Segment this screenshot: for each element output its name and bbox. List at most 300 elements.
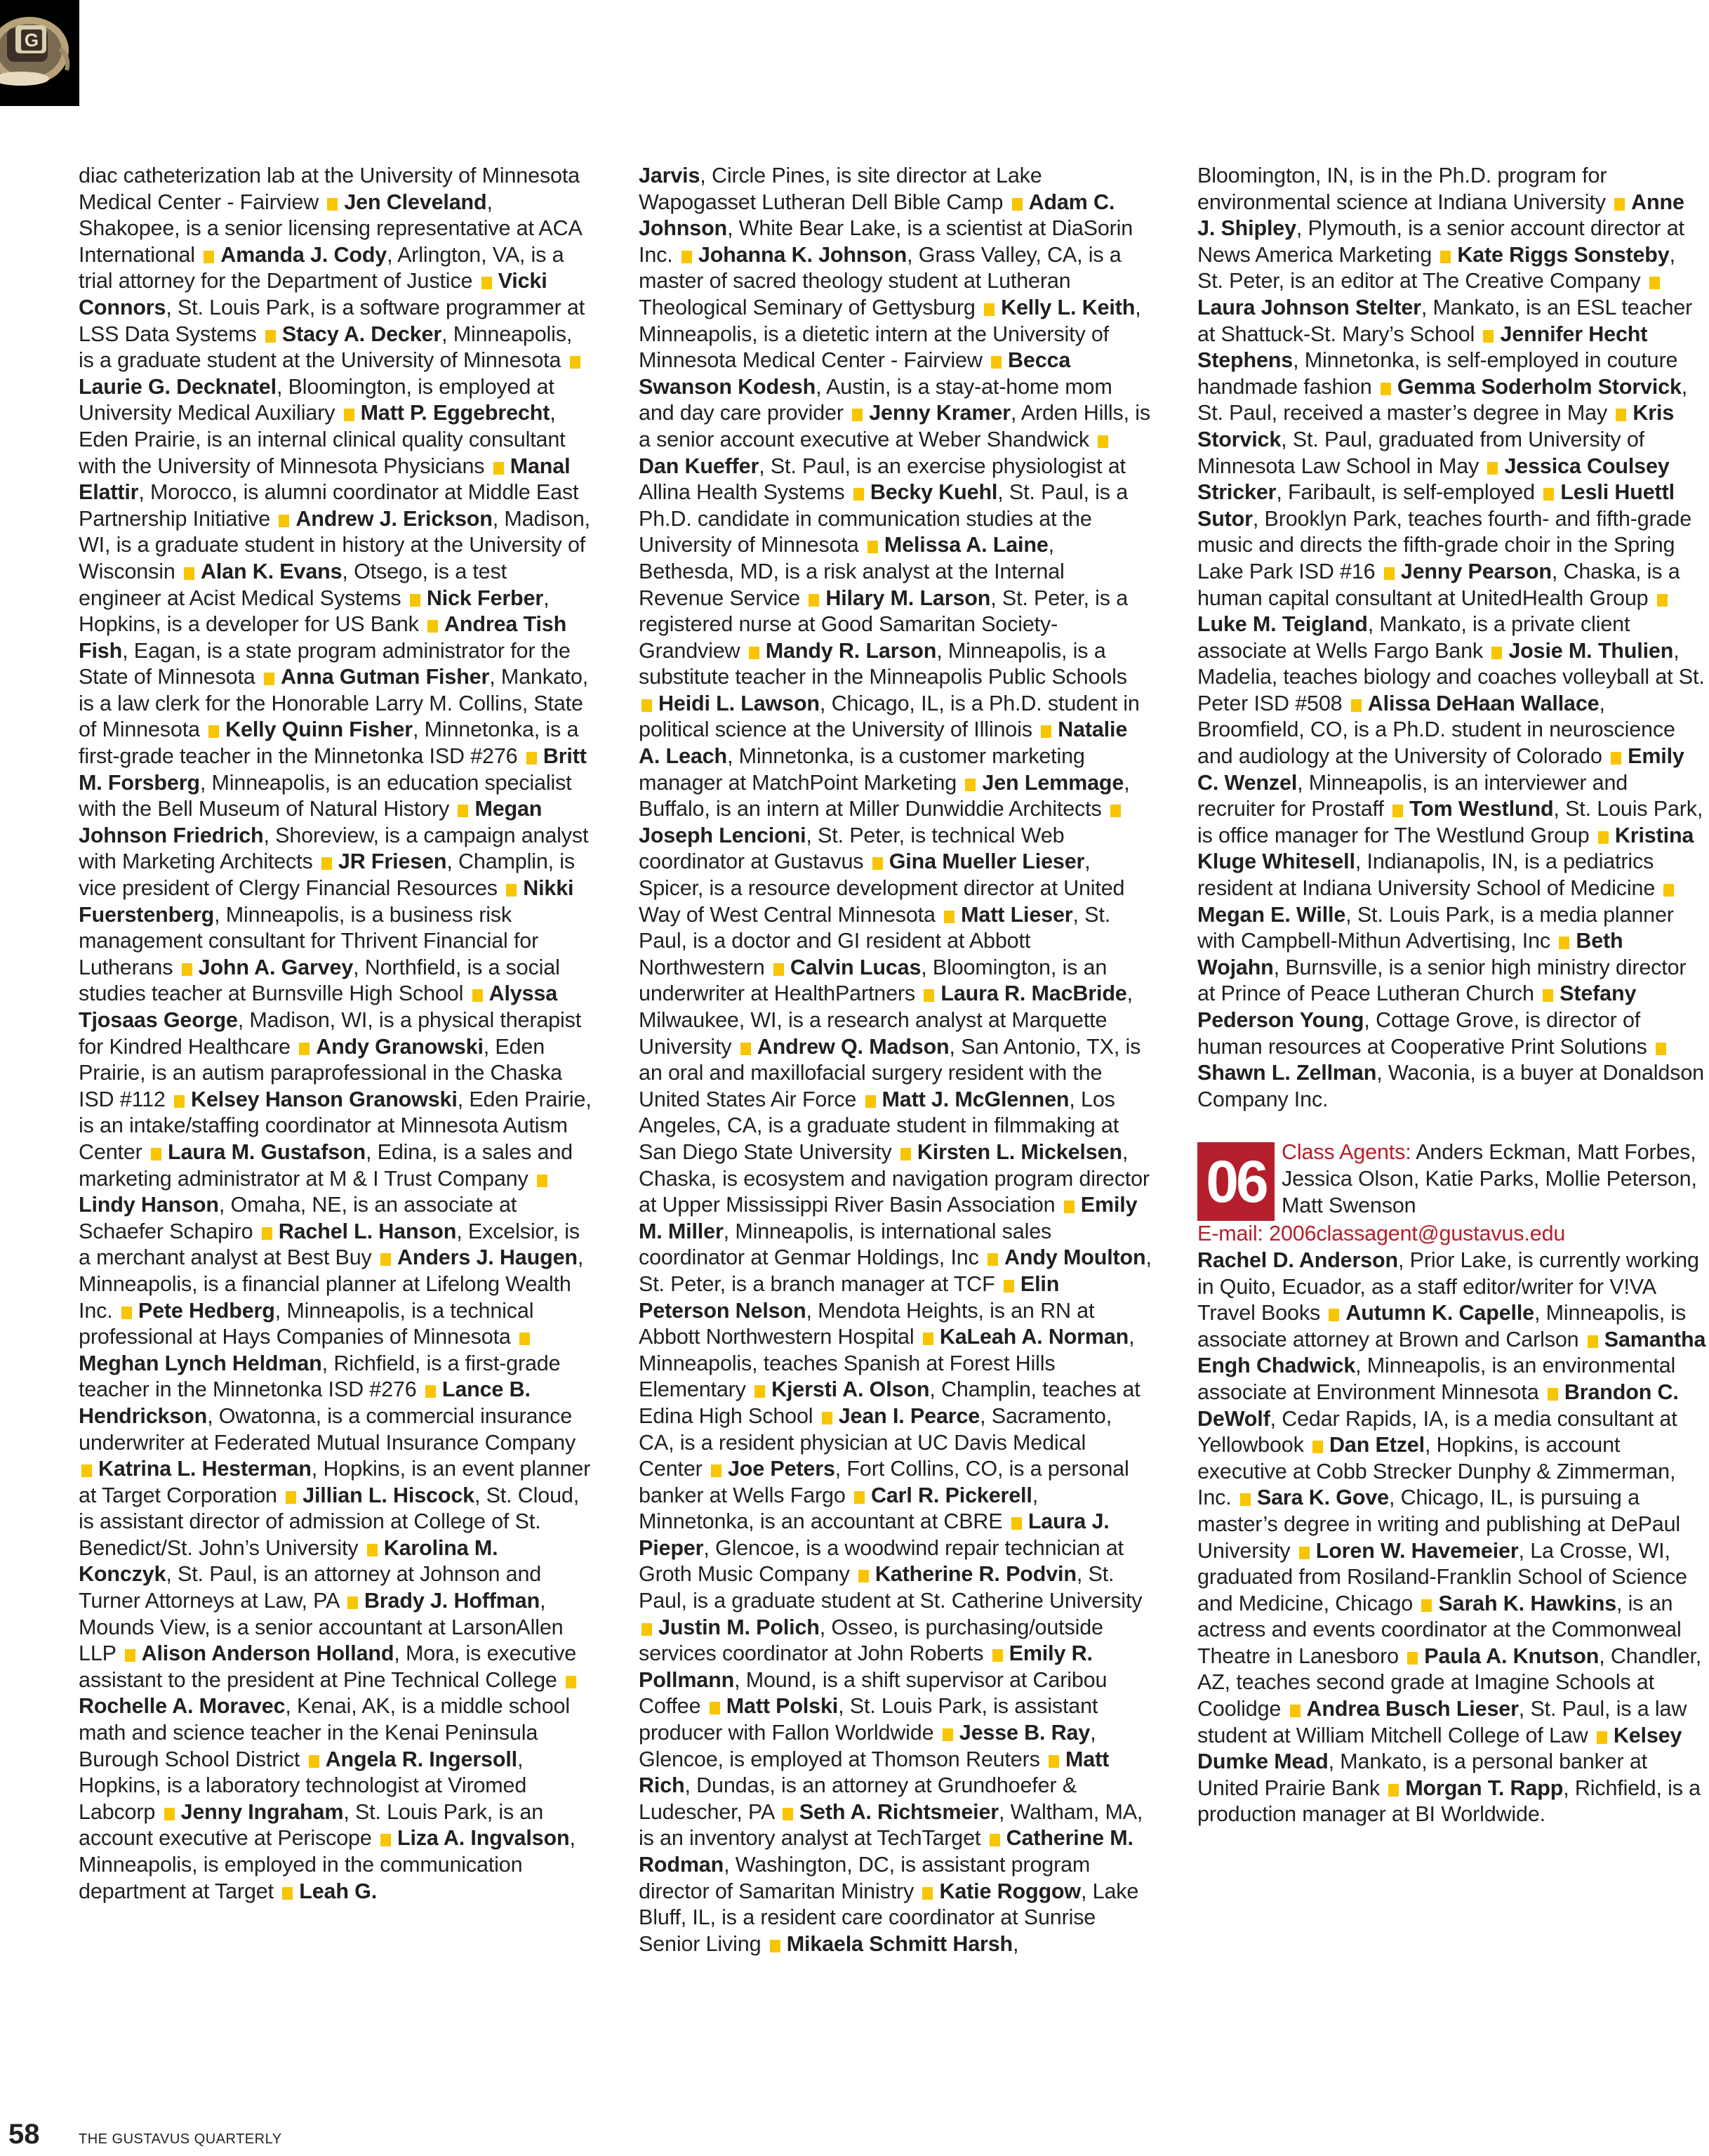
bullet-square-icon xyxy=(537,1175,547,1187)
alumni-name: Kelly Quinn Fisher xyxy=(225,717,413,742)
alumni-details: , Minneapolis, is an education specialist with the Bell Museum of Natural History xyxy=(79,770,572,821)
bullet-square-icon xyxy=(1388,1784,1399,1797)
bullet-square-icon xyxy=(264,673,274,685)
bullet-square-icon xyxy=(204,251,214,263)
alumni-name: Kelly L. Keith xyxy=(1001,295,1136,319)
alumni-name: Becky Kuehl xyxy=(870,480,998,505)
alumni-name: Gemma Soderholm Storvick xyxy=(1397,374,1682,399)
alumni-details: , Madelia, teaches biology and coaches volleyball at St. Peter ISD #508 xyxy=(1197,638,1705,715)
bullet-square-icon xyxy=(754,1385,765,1398)
column-3 xyxy=(1197,163,1707,1828)
alumni-details: , Minneapolis, is international sales coordinator at Genmar Holdings, Inc xyxy=(639,1219,1052,1270)
alumni-name: Rochelle A. Moravec xyxy=(79,1694,286,1719)
alumni-name: Alyssa Tjosaas George xyxy=(79,981,558,1032)
alumni-name: Kelsey Dumke Mead xyxy=(1197,1723,1682,1774)
alumni-details: , St. Paul, is a law student at William Mitchell College of Law xyxy=(1197,1697,1687,1747)
alumni-details: , Arden Hills, is a senior account executive at Weber Shandwick xyxy=(639,401,1150,451)
bullet-square-icon xyxy=(1421,1599,1432,1612)
alumni-details: , Bloomington, is employed at University Medical Auxiliary xyxy=(79,374,554,425)
class-ring-logo xyxy=(0,0,79,106)
bullet-square-icon xyxy=(570,356,580,369)
alumni-name: Angela R. Ingersoll xyxy=(325,1747,517,1771)
alumni-details: , Mankato, is an ESL teacher at Shattuck-St. Mary’s School xyxy=(1197,295,1693,346)
alumni-name: Nick Ferber xyxy=(426,586,544,610)
bullet-square-icon xyxy=(1614,198,1625,211)
alumni-details: , Minnetonka, is an accountant at CBRE xyxy=(639,1483,1039,1534)
bullet-square-icon xyxy=(121,1307,132,1319)
bullet-square-icon xyxy=(519,1332,530,1345)
alumni-details: , Minneapolis, is associate attorney at Brown and Carlson xyxy=(1197,1301,1687,1351)
bullet-square-icon xyxy=(1598,831,1609,844)
alumni-details: , xyxy=(1013,1931,1019,1956)
alumni-name: Amanda J. Cody xyxy=(220,242,387,267)
alumni-details: , Hopkins, is account executive at Cobb Strecker Dunphy & Zimmerman, Inc. xyxy=(1197,1433,1676,1510)
alumni-name: Stefany Pederson Young xyxy=(1197,981,1637,1032)
alumni-name: Jen Cleveland xyxy=(344,190,487,214)
alumni-name: Andrew Q. Madson xyxy=(757,1034,950,1059)
alumni-details: , Eagan, is a state program administrator for the State of Minnesota xyxy=(79,638,571,689)
alumni-name: Meghan Lynch Heldman xyxy=(79,1351,322,1375)
alumni-name: Elin Peterson Nelson xyxy=(639,1271,1060,1323)
bullet-square-icon xyxy=(965,779,976,791)
bullet-square-icon xyxy=(773,963,784,976)
alumni-details: , Madison, WI, is a graduate student in history at the University of Wisconsin xyxy=(79,506,590,583)
alumni-name: John A. Garvey xyxy=(198,955,354,979)
alumni-details: , Cedar Rapids, IA, is a media consultant at Yellowbook xyxy=(1197,1406,1677,1457)
alumni-details: , Bloomington, is an underwriter at HealthPartners xyxy=(639,955,1108,1006)
alumni-name: Jessica Coulsey Stricker xyxy=(1197,454,1670,505)
list-entry xyxy=(639,164,1042,214)
alumni-name: Jenny Pearson xyxy=(1400,559,1552,583)
bullet-square-icon xyxy=(151,1148,161,1160)
alumni-name: Natalie A. Leach xyxy=(639,717,1128,769)
alumni-details: , Prior Lake, is currently working in Quito, Ecuador, as a staff editor/writer for V!VA Travel Books xyxy=(1197,1248,1699,1325)
alumni-details: , Buffalo, is an intern at Miller Dunwiddie Architects xyxy=(639,770,1130,821)
alumni-details: , Chaska, is a human capital consultant at UnitedHealth Group xyxy=(1197,559,1680,610)
bullet-square-icon xyxy=(299,1043,310,1055)
alumni-details: , Chicago, IL, is pursuing a master’s degree in writing and publishing at DePaul University xyxy=(1197,1486,1681,1563)
bullet-square-icon xyxy=(164,1808,175,1820)
alumni-details: , San Antonio, TX, is an oral and maxillofacial surgery resident with the United States Air Force xyxy=(639,1034,1141,1111)
bullet-square-icon xyxy=(1011,1517,1022,1530)
bullet-square-icon xyxy=(1548,1388,1558,1401)
bullet-square-icon xyxy=(1657,594,1668,607)
alumni-details: , Osseo, is purchasing/outside services coordinator at John Roberts xyxy=(639,1615,1103,1666)
alumni-name: Emily M. Miller xyxy=(639,1193,1138,1243)
alumni-name: Kjersti A. Olson xyxy=(771,1377,930,1402)
bullet-square-icon xyxy=(711,1464,721,1477)
alumni-details: , Minneapolis, is a financial planner at Lifelong Wealth Inc. xyxy=(79,1245,584,1323)
alumni-name: Laura J. Pieper xyxy=(639,1509,1110,1560)
bullet-square-icon xyxy=(1597,1731,1607,1744)
bullet-square-icon xyxy=(710,1702,720,1714)
alumni-name: Katrina L. Hesterman xyxy=(98,1457,312,1481)
bullet-square-icon xyxy=(1351,699,1362,712)
bullet-square-icon xyxy=(867,541,878,553)
alumni-details: , St. Paul, received a master’s degree in May xyxy=(1197,374,1688,425)
alumni-details: , St. Louis Park, is a media planner with Campbell-Mithun Advertising, Inc xyxy=(1197,902,1674,953)
alumni-details: , Madison, WI, is a physical therapist for Kindred Healthcare xyxy=(79,1008,582,1059)
bullet-square-icon xyxy=(472,989,483,1002)
bullet-square-icon xyxy=(1407,1652,1418,1665)
ring-icon xyxy=(0,0,79,106)
alumni-name: Leah G. xyxy=(299,1879,378,1903)
bullet-square-icon xyxy=(1543,488,1554,501)
alumni-details: , Morocco, is alumni coordinator at Middle East Partnership Initiative xyxy=(79,480,579,531)
alumni-details: , Mankato, is a personal banker at United Prairie Bank xyxy=(1197,1750,1647,1800)
alumni-details: , Dundas, is an attorney at Grundhoefer & Ludescher, PA xyxy=(639,1773,1077,1824)
bullet-square-icon xyxy=(265,330,276,343)
bullet-square-icon xyxy=(1611,752,1621,765)
alumni-name: Andrea Tish Fish xyxy=(79,612,567,663)
bullet-square-icon xyxy=(852,409,863,421)
bullet-square-icon xyxy=(783,1808,793,1820)
alumni-name: Alissa DeHaan Wallace xyxy=(1367,691,1600,715)
alumni-details: , Indianapolis, IN, is a pediatrics resident at Indiana University School of Medicine xyxy=(1197,849,1656,901)
alumni-name: Becca Swanson Kodesh xyxy=(639,348,1071,399)
alumni-name: Anna Gutman Fisher xyxy=(280,665,490,689)
alumni-name: Adam C. Johnson xyxy=(639,190,1115,241)
alumni-name: Joe Peters xyxy=(727,1457,835,1481)
alumni-details: , Chandler, AZ, teaches second grade at Imagine Schools at Coolidge xyxy=(1197,1644,1702,1721)
bullet-square-icon xyxy=(425,1385,436,1398)
bullet-square-icon xyxy=(367,1544,378,1556)
bullet-square-icon xyxy=(1384,567,1395,580)
alumni-name: Jenny Kramer xyxy=(869,401,1011,425)
bullet-square-icon xyxy=(641,699,652,712)
bullet-square-icon xyxy=(809,594,819,607)
bullet-square-icon xyxy=(321,857,332,870)
alumni-details: , Glencoe, is a woodwind repair technician at Groth Music Company xyxy=(639,1535,1124,1587)
alumni-name: Calvin Lucas xyxy=(790,955,922,979)
alumni-details: , Minneapolis, is employed in the communication department at Target xyxy=(79,1826,576,1903)
bullet-square-icon xyxy=(1559,937,1569,949)
alumni-details: , Champlin, teaches at Edina High School xyxy=(639,1377,1141,1428)
alumni-details: , Owatonna, is a commercial insurance underwriter at Federated Mutual Insurance Company xyxy=(79,1403,576,1455)
alumni-details: , Excelsior, is a merchant analyst at Best Buy xyxy=(79,1219,580,1270)
class-email xyxy=(1197,1221,1707,1248)
alumni-details: , Minneapolis, is a business risk management consultant for Thrivent Financial for Lutherans xyxy=(79,902,539,979)
alumni-name: Carl R. Pickerell xyxy=(870,1483,1032,1507)
bullet-square-icon xyxy=(1616,409,1626,421)
alumni-name: Andy Moulton xyxy=(1004,1245,1146,1270)
column-2 xyxy=(639,163,1152,1957)
alumni-name: Anders J. Haugen xyxy=(397,1245,578,1270)
alumni-details: , St. Peter, is an editor at The Creative Company xyxy=(1197,242,1675,293)
alumni-name: Kirsten L. Mickelsen xyxy=(917,1139,1122,1164)
alumni-details: , Faribault, is self-employed xyxy=(1276,480,1535,505)
alumni-details: , Austin, is a stay-at-home mom and day care provider xyxy=(639,374,1112,425)
alumni-name: Joseph Lencioni xyxy=(639,823,806,847)
alumni-details: , Mankato, is a law clerk for the Honorable Larry M. Collins, State of Minnesota xyxy=(79,665,589,742)
list-entry xyxy=(299,1879,377,1903)
alumni-details: , Edina, is a sales and marketing administrator at M & I Trust Company xyxy=(79,1139,573,1191)
alumni-details: , Burnsville, is a senior high ministry director at Prince of Peace Lutheran Church xyxy=(1197,955,1687,1006)
alumni-name: Justin M. Polich xyxy=(658,1615,820,1639)
alumni-name: Sara K. Gove xyxy=(1256,1486,1389,1510)
bullet-square-icon xyxy=(1649,277,1660,289)
bullet-square-icon xyxy=(1440,251,1451,263)
alumni-name: Kate Riggs Sonsteby xyxy=(1457,242,1670,267)
alumni-details: , Hopkins, is a laboratory technologist at Viromed Labcorp xyxy=(79,1747,527,1824)
list-entry xyxy=(79,1299,533,1349)
alumni-details: , Champlin, is vice president of Clergy Financial Resources xyxy=(79,849,576,901)
bullet-square-icon xyxy=(854,1491,865,1504)
class-2005-continued xyxy=(1197,163,1707,1113)
alumni-details: , Circle Pines, is site director at Lake Wapogasset Lutheran Dell Bible Camp xyxy=(639,164,1042,214)
alumni-details: , Shakopee, is a senior licensing representative at ACA International xyxy=(79,190,582,267)
bullet-square-icon xyxy=(944,911,955,923)
alumni-details: , Eden Prairie, is an internal clinical quality consultant with the University of Minnesota Physicians xyxy=(79,401,566,478)
alumni-name: Nikki Fuerstenberg xyxy=(79,876,574,927)
bullet-square-icon xyxy=(922,1887,933,1900)
alumni-name: Matt J. McGlennen xyxy=(882,1087,1070,1111)
bullet-square-icon xyxy=(1392,805,1403,817)
bullet-square-icon xyxy=(481,277,492,289)
bullet-square-icon xyxy=(923,1332,933,1345)
alumni-name: Paula A. Knutson xyxy=(1424,1644,1600,1668)
alumni-details: , Broomfield, CO, is a Ph.D. student in neuroscience and audiology at the University of Colorado xyxy=(1197,691,1675,769)
alumni-details: , Otsego, is a test engineer at Acist Medical Systems xyxy=(79,559,507,610)
alumni-name: Laura Johnson Stelter xyxy=(1197,295,1421,319)
alumni-details: , Los Angeles, CA, is a graduate student in filmmaking at San Diego State University xyxy=(639,1087,1119,1164)
alumni-name: Jesse B. Ray xyxy=(959,1721,1091,1745)
bullet-square-icon xyxy=(1012,198,1023,211)
bullet-square-icon xyxy=(1240,1493,1251,1506)
alumni-name: Beth Wojahn xyxy=(1197,929,1623,979)
bullet-square-icon xyxy=(1004,1280,1014,1292)
bullet-square-icon xyxy=(641,1623,652,1636)
bullet-square-icon xyxy=(991,356,1002,369)
alumni-details: , Sacramento, CA, is a resident physician at UC Davis Medical Center xyxy=(639,1403,1112,1481)
alumni-details: , Mankato, is a private client associate at Wells Fargo Bank xyxy=(1197,612,1630,663)
bullet-square-icon xyxy=(327,198,338,211)
bullet-square-icon xyxy=(770,1940,780,1952)
alumni-name: Jillian L. Hiscock xyxy=(302,1483,474,1507)
bullet-square-icon xyxy=(984,303,995,316)
bullet-square-icon xyxy=(1483,330,1494,343)
alumni-details: , Minnetonka, is a customer marketing manager at MatchPoint Marketing xyxy=(639,744,1085,795)
alumni-name: Loren W. Havemeier xyxy=(1315,1538,1519,1563)
alumni-name: Jean I. Pearce xyxy=(838,1403,980,1428)
alumni-details: , Bethesda, MD, is a risk analyst at the Internal Revenue Service xyxy=(639,533,1065,610)
bullet-square-icon xyxy=(380,1253,391,1266)
alumni-name: Josie M. Thulien xyxy=(1508,638,1674,663)
alumni-name: Dan Etzel xyxy=(1329,1433,1425,1457)
bullet-square-icon xyxy=(182,963,192,976)
alumni-details: , St. Cloud, is assistant director of admission at College of St. Benedict/St. John’s University xyxy=(79,1483,580,1560)
class-year-badge: 06 xyxy=(1197,1142,1275,1221)
bullet-square-icon xyxy=(1110,805,1121,817)
alumni-name: Karolina M. Konczyk xyxy=(79,1535,498,1587)
alumni-name: Jennifer Hecht Stephens xyxy=(1197,322,1648,373)
bullet-square-icon xyxy=(858,1570,869,1582)
alumni-details: , Omaha, NE, is an associate at Schaefer Schapiro xyxy=(79,1193,517,1243)
publication-title: THE GUSTAVUS QUARTERLY xyxy=(79,2131,282,2147)
list-entry xyxy=(1197,1061,1704,1111)
alumni-name: Vicki Connors xyxy=(79,269,547,319)
alumni-name: Autumn K. Capelle xyxy=(1345,1301,1534,1325)
alumni-details: , Minneapolis, is a technical professional at Hays Companies of Minnesota xyxy=(79,1298,534,1349)
alumni-details: , St. Paul, graduated from University of Minnesota Law School in May xyxy=(1197,427,1644,478)
alumni-details: , Kenai, AK, is a middle school math and science teacher in the Kenai Peninsula Burough School District xyxy=(79,1694,570,1771)
bullet-square-icon xyxy=(526,752,537,765)
alumni-name: Luke M. Teigland xyxy=(1197,612,1368,637)
alumni-name: Brady J. Hoffman xyxy=(364,1589,540,1613)
bullet-square-icon xyxy=(347,1596,358,1609)
alumni-details: , Hopkins, is a developer for US Bank xyxy=(79,586,550,637)
alumni-name: Kris Storvick xyxy=(1197,401,1675,451)
alumni-name: Andy Granowski xyxy=(316,1034,484,1059)
alumni-details: , Waconia, is a buyer at Donaldson Company Inc. xyxy=(1197,1061,1704,1111)
bullet-square-icon xyxy=(1491,647,1502,659)
alumni-name: Emily R. Pollmann xyxy=(639,1641,1093,1692)
alumni-details: , Mendota Heights, is an RN at Abbott Northwestern Hospital xyxy=(639,1298,1095,1349)
bullet-square-icon xyxy=(309,1755,319,1768)
alumni-details: , Minnetonka, is self-employed in couture handmade fashion xyxy=(1197,348,1678,399)
alumni-details: , Minneapolis, is an environmental associate at Environment Minnesota xyxy=(1197,1354,1676,1404)
bullet-square-icon xyxy=(344,409,354,421)
class-2006-entries xyxy=(1197,1248,1707,1828)
bullet-square-icon xyxy=(81,1464,92,1477)
alumni-details: , Minneapolis, is a graduate student at the University of Minnesota xyxy=(79,322,573,373)
alumni-name: Lance B. Hendrickson xyxy=(79,1377,531,1428)
alumni-details: , La Crosse, WI, graduated from Rosiland-Franklin School of Science and Medicine, Chicago xyxy=(1197,1538,1687,1615)
alumni-details: , Washington, DC, is assistant program director of Samaritan Ministry xyxy=(639,1853,1091,1903)
alumni-details: , Hopkins, is an event planner at Target Corporation xyxy=(79,1457,591,1507)
continued-text: Bloomington, IN, is in the Ph.D. program for environmental science at Indiana University xyxy=(1197,164,1607,214)
alumni-name: Jarvis xyxy=(639,164,700,187)
class-agents-names: Anders Eckman, Matt Forbes, Jessica Olson, Katie Parks, Mollie Peterson, Matt Swenson xyxy=(1282,1140,1697,1217)
bullet-square-icon xyxy=(279,515,289,527)
alumni-name: Dan Kueffer xyxy=(639,454,759,478)
class-agents-label: Class Agents: xyxy=(1282,1140,1411,1165)
page-number: 58 xyxy=(8,2119,40,2150)
alumni-details: , Richfield, is a production manager at BI Worldwide. xyxy=(1197,1775,1701,1827)
alumni-details: , Minneapolis, is a substitute teacher in the Minneapolis Public Schools xyxy=(639,638,1127,689)
alumni-name: Katherine R. Podvin xyxy=(875,1562,1077,1587)
bullet-square-icon xyxy=(1312,1441,1323,1453)
alumni-details: , Mounds View, is a senior accountant at LarsonAllen LLP xyxy=(79,1589,564,1666)
bullet-square-icon xyxy=(208,725,219,738)
alumni-details: , St. Louis Park, is office manager for The Westlund Group xyxy=(1197,797,1703,847)
alumni-name: Matt P. Eggebrecht xyxy=(360,401,550,425)
class-2006-section xyxy=(1197,1139,1707,1828)
alumni-details: , Minneapolis, teaches Spanish at Forest Hills Elementary xyxy=(639,1325,1135,1402)
alumni-details: , Chicago, IL, is a Ph.D. student in political science at the University of Illinois xyxy=(639,691,1140,742)
alumni-details: , St. Paul, is an exercise physiologist at Allina Health Systems xyxy=(639,454,1126,505)
alumni-name: Hilary M. Larson xyxy=(825,586,991,610)
alumni-name: Stacy A. Decker xyxy=(281,322,442,346)
bullet-square-icon xyxy=(493,462,504,475)
bullet-square-icon xyxy=(990,1834,1000,1846)
alumni-name: Matt Lieser xyxy=(961,902,1073,927)
bullet-square-icon xyxy=(282,1887,293,1900)
alumni-details: , Minneapolis, is an interviewer and recruiter for Prostaff xyxy=(1197,770,1628,821)
bullet-square-icon xyxy=(1588,1335,1598,1348)
alumni-name: Lesli Huettl Sutor xyxy=(1197,480,1675,531)
alumni-name: Lindy Hanson xyxy=(79,1193,219,1217)
bullet-square-icon xyxy=(410,594,420,607)
alumni-details: , St. Peter, is technical Web coordinator at Gustavus xyxy=(639,823,1065,874)
alumni-details: , St. Paul, is a graduate student at St. Catherine University xyxy=(639,1562,1143,1613)
alumni-name: Laura R. MacBride xyxy=(940,981,1127,1006)
bullet-square-icon xyxy=(943,1728,953,1741)
alumni-name: Rachel D. Anderson xyxy=(1197,1248,1398,1272)
alumni-name: Megan Johnson Friedrich xyxy=(79,797,543,847)
alumni-name: Heidi L. Lawson xyxy=(658,691,820,715)
bullet-square-icon xyxy=(740,1043,751,1055)
alumni-name: Manal Elattir xyxy=(79,454,571,505)
alumni-name: Emily C. Wenzel xyxy=(1197,744,1684,795)
bullet-square-icon xyxy=(262,1227,272,1240)
alumni-details: , Plymouth, is a senior account director at News America Marketing xyxy=(1197,216,1684,267)
bullet-square-icon xyxy=(900,1148,911,1160)
alumni-details: , St. Louis Park, is a software programmer at LSS Data Systems xyxy=(79,295,585,346)
alumni-details: , St. Louis Park, is an account executive at Periscope xyxy=(79,1799,544,1851)
bullet-square-icon xyxy=(174,1095,185,1108)
list-entry xyxy=(79,1641,576,1692)
alumni-name: Pete Hedberg xyxy=(138,1298,275,1323)
alumni-name: Melissa A. Laine xyxy=(884,533,1049,557)
bullet-square-icon xyxy=(865,1095,876,1108)
alumni-name: Katie Roggow xyxy=(939,1879,1081,1903)
alumni-details: , St. Paul, is a doctor and GI resident at Abbott Northwestern xyxy=(639,902,1111,979)
alumni-name: Kristina Kluge Whitesell xyxy=(1197,823,1694,874)
alumni-details: , Northfield, is a social studies teacher at Burnsville High School xyxy=(79,955,560,1006)
alumni-name: Samantha Engh Chadwick xyxy=(1197,1327,1706,1378)
alumni-name: Tom Westlund xyxy=(1409,797,1554,821)
bullet-square-icon xyxy=(1656,1043,1666,1055)
bullet-square-icon xyxy=(924,989,934,1002)
alumni-name: Jenny Ingraham xyxy=(180,1799,344,1824)
alumni-name: Liza A. Ingvalson xyxy=(397,1826,570,1851)
alumni-name: Catherine M. Rodman xyxy=(639,1826,1133,1877)
bullet-square-icon xyxy=(1041,725,1051,738)
alumni-details: , Eden Prairie, is an autism paraprofessional in the Chaska ISD #112 xyxy=(79,1034,562,1111)
alumni-name: Laura M. Gustafson xyxy=(167,1139,366,1164)
alumni-details: , Mora, is executive assistant to the president at Pine Technical College xyxy=(79,1641,577,1692)
bullet-square-icon xyxy=(992,1649,1003,1662)
bullet-square-icon xyxy=(681,251,692,263)
bullet-square-icon xyxy=(1663,884,1674,897)
alumni-name: Alan K. Evans xyxy=(200,559,343,583)
bullet-square-icon xyxy=(1049,1755,1059,1768)
alumni-name: Seth A. Richtsmeier xyxy=(799,1799,999,1824)
alumni-details: , is an actress and events coordinator at the Commonweal Theatre in Lanesboro xyxy=(1197,1591,1682,1668)
alumni-name: Rachel L. Hanson xyxy=(278,1219,457,1243)
alumni-name: Shawn L. Zellman xyxy=(1197,1061,1377,1085)
alumni-details: , Cottage Grove, is director of human resources at Cooperative Print Solutions xyxy=(1197,1008,1647,1059)
alumni-details: , Shoreview, is a campaign analyst with Marketing Architects xyxy=(79,823,589,874)
alumni-details: , Minnetonka, is a first-grade teacher in the Minnetonka ISD #276 xyxy=(79,717,579,769)
alumni-details: , Spicer, is a resource development director at United Way of West Central Minnesota xyxy=(639,849,1125,927)
bullet-square-icon xyxy=(458,805,468,817)
alumni-name: Sarah K. Hawkins xyxy=(1438,1591,1617,1615)
email-link[interactable]: 2006classagent@gustavus.edu xyxy=(1263,1222,1566,1246)
alumni-name: Alison Anderson Holland xyxy=(141,1641,394,1666)
bullet-square-icon xyxy=(506,884,517,897)
alumni-name: Anne J. Shipley xyxy=(1197,190,1684,241)
alumni-details: , Glencoe, is employed at Thomson Reuters xyxy=(639,1721,1096,1771)
bullet-square-icon xyxy=(380,1834,391,1846)
alumni-details: , Mound, is a shift supervisor at Caribou Coffee xyxy=(639,1667,1108,1719)
bullet-square-icon xyxy=(1290,1705,1301,1717)
alumni-details: , Chaska, is ecosystem and navigation program director at Upper Mississippi River Basin Association xyxy=(639,1139,1150,1217)
bullet-square-icon xyxy=(1329,1309,1339,1321)
bullet-square-icon xyxy=(988,1253,998,1266)
alumni-details: , Richfield, is a first-grade teacher in the Minnetonka ISD #276 xyxy=(79,1351,561,1402)
